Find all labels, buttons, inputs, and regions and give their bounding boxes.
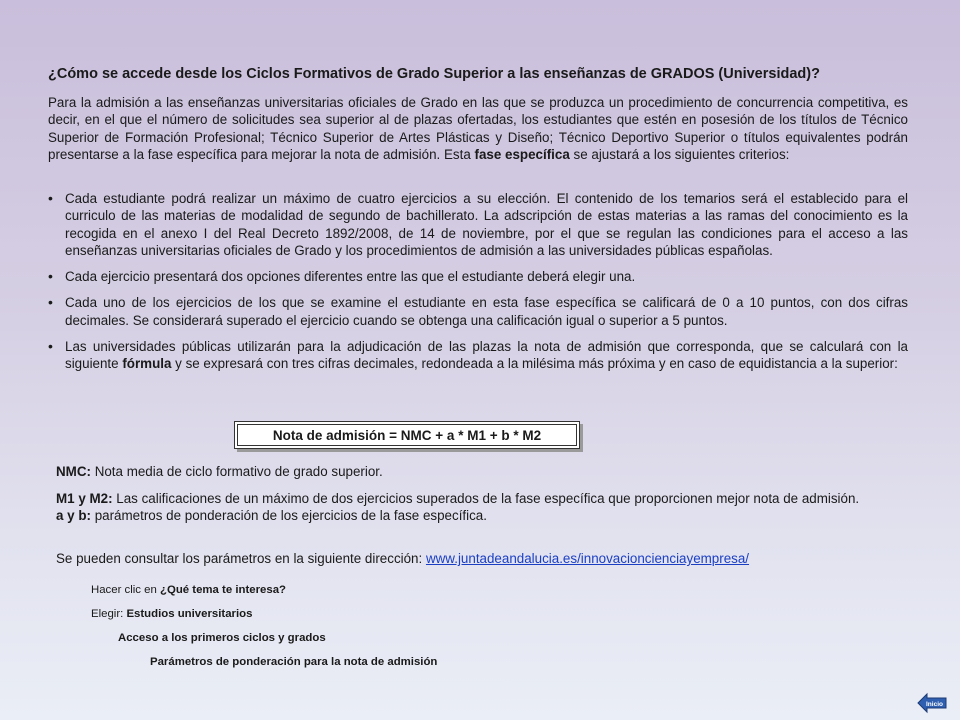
step-4: Parámetros de ponderación para la nota de admisión <box>150 656 438 668</box>
bullet-icon: • <box>48 190 53 206</box>
intro-paragraph <box>48 94 908 163</box>
bullet-icon: • <box>48 294 53 311</box>
definition-nmc <box>56 463 906 480</box>
criteria-item-4 <box>48 338 908 373</box>
step-1-prefix: Hacer clic en <box>91 584 161 596</box>
step-1-bold: ¿Qué tema te interesa? <box>160 584 286 596</box>
bullet-icon: • <box>48 268 53 285</box>
criteria-text-4a: Las universidades públicas utilizarán para la adjudicación de las plazas la nota de admisión que corresponda, que se calculará con la siguiente <box>65 339 908 372</box>
criteria-list <box>48 190 908 382</box>
definition-ab-text: parámetros de ponderación de los ejercicios de la fase específica. <box>90 508 487 523</box>
step-2-prefix: Elegir: <box>91 608 127 620</box>
intro-bold-term: fase específica <box>474 146 570 162</box>
intro-text-before: Para la admisión a las enseñanzas universitarias oficiales de Grado en las que se produzca un procedimiento de concurrencia competitiva, es decir, en el que el número de solicitudes sea superior al de plazas ofertadas, los estudiantes que estén en posesión de los títulos de Técnico Superior de Formación Profesional; Técnico Superior de Artes Plásticas y Diseño; Técnico Deportivo Superior o títulos equivalentes podrán presentarse a la fase específica para mejorar la nota de admisión. Esta <box>48 95 908 162</box>
intro-text-after: se ajustará a los siguientes criterios: <box>569 146 790 162</box>
consult-line <box>56 551 906 566</box>
left-arrow-icon <box>917 692 947 714</box>
page-heading: ¿Cómo se accede desde los Ciclos Formativos de Grado Superior a las enseñanzas de GRADOS (Universidad)? <box>48 66 820 82</box>
step-2 <box>91 608 252 620</box>
criteria-text-1: Cada estudiante podrá realizar un máximo de cuatro ejercicios a su elección. El contenido de los temarios será el establecido para el curriculo de las materias de modalidad de segundo de bachillerato. La adscripción de estas materias a las ramas del conocimiento es la recogida en el anexo I del Real Decreto 1892/2008, de 14 de noviembre, por el que se regulan las condiciones para el acceso a las enseñanzas universitarias oficiales de Grado y los procedimientos de admisión a las universidades públicas españolas. <box>65 191 908 258</box>
criteria-text-4-bold: fórmula <box>122 356 172 372</box>
bullet-icon: • <box>48 338 53 355</box>
definition-a-b <box>56 507 906 524</box>
step-1 <box>91 584 286 596</box>
criteria-text-3: Cada uno de los ejercicios de los que se examine el estudiante en esta fase específica se calificará de 0 a 10 puntos, con dos cifras decimales. Se considerará superado el ejercicio cuando se obtenga una calificación igual o superior a 5 puntos. <box>65 295 908 328</box>
criteria-item-1 <box>48 190 908 259</box>
criteria-item-3 <box>48 294 908 329</box>
definition-ab-term: a y b: <box>56 508 91 523</box>
back-button-label: Inicio <box>926 701 943 708</box>
consult-text: Se pueden consultar los parámetros en la siguiente dirección: <box>56 551 426 566</box>
criteria-text-2: Cada ejercicio presentará dos opciones diferentes entre las que el estudiante deberá elegir una. <box>65 269 636 285</box>
definition-nmc-text: Nota media de ciclo formativo de grado superior. <box>90 464 383 479</box>
definitions <box>56 463 906 524</box>
criteria-item-2 <box>48 268 908 285</box>
definition-m-term: M1 y M2: <box>56 491 113 506</box>
definition-nmc-term: NMC: <box>56 464 91 479</box>
junta-link[interactable]: www.juntadeandalucia.es/innovacioncienciayempresa/ <box>425 551 750 566</box>
step-3: Acceso a los primeros ciclos y grados <box>118 632 326 644</box>
criteria-text-4b: y se expresará con tres cifras decimales, redondeada a la milésima más próxima y en caso de equidistancia a la superior: <box>171 356 898 372</box>
definition-m-text: Las calificaciones de un máximo de dos ejercicios superados de la fase específica que proporcionen mejor nota de admisión. <box>112 491 860 506</box>
formula-box: Nota de admisión = NMC + a * M1 + b * M2 <box>234 421 580 449</box>
definition-m1-m2 <box>56 490 906 507</box>
step-2-bold: Estudios universitarios <box>126 608 253 620</box>
back-home-button[interactable] <box>917 692 947 714</box>
